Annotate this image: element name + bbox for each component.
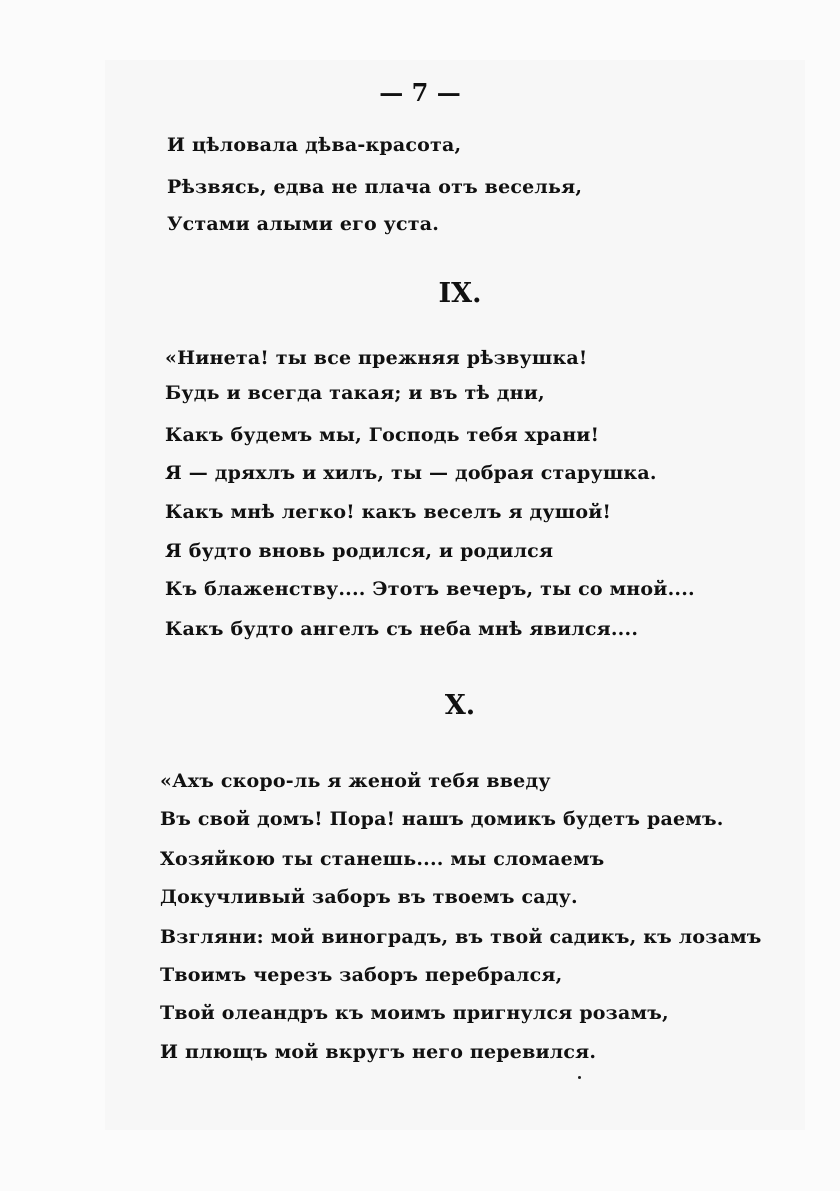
poem-line: «Ахъ скоро-ль я женой тебя введу xyxy=(160,770,551,792)
stanza-heading-x: X. xyxy=(444,690,476,721)
poem-line: Будь и всегда такая; и въ тѣ дни, xyxy=(165,382,545,404)
poem-line: «Нинета! ты все прежняя рѣзвушка! xyxy=(165,347,588,369)
ink-speck xyxy=(578,1076,581,1079)
poem-line: Къ блаженству.... Этотъ вечеръ, ты со мной.... xyxy=(165,578,695,600)
poem-line: Твой олеандръ къ моимъ пригнулся розамъ, xyxy=(160,1002,669,1024)
poem-line: Взгляни: мой виноградъ, въ твой садикъ, къ лозамъ xyxy=(160,926,762,948)
page-number: — 7 — xyxy=(379,78,461,107)
poem-line: Я будто вновь родился, и родился xyxy=(165,540,554,562)
poem-line: Твоимъ черезъ заборъ перебрался, xyxy=(160,964,563,986)
poem-line: Какъ будто ангелъ съ неба мнѣ явился.... xyxy=(165,618,639,640)
poem-line: Какъ будемъ мы, Господь тебя храни! xyxy=(165,424,600,446)
poem-line: Какъ мнѣ легко! какъ веселъ я душой! xyxy=(165,501,612,523)
poem-line: И плющъ мой вкругъ него перевился. xyxy=(160,1041,597,1063)
poem-line: Въ свой домъ! Пора! нашъ домикъ будетъ раемъ. xyxy=(160,808,724,830)
poem-line: Докучливый заборъ въ твоемъ саду. xyxy=(160,886,578,908)
poem-line: И цѣловала дѣва-красота, xyxy=(167,134,462,156)
poem-line: Рѣзвясь, едва не плача отъ веселья, xyxy=(167,176,583,198)
poem-line: Хозяйкою ты станешь.... мы сломаемъ xyxy=(160,848,605,870)
stanza-heading-ix: IX. xyxy=(438,278,482,309)
poem-line: Устами алыми его уста. xyxy=(167,213,440,235)
poem-line: Я — дряхлъ и хилъ, ты — добрая старушка. xyxy=(165,462,657,484)
